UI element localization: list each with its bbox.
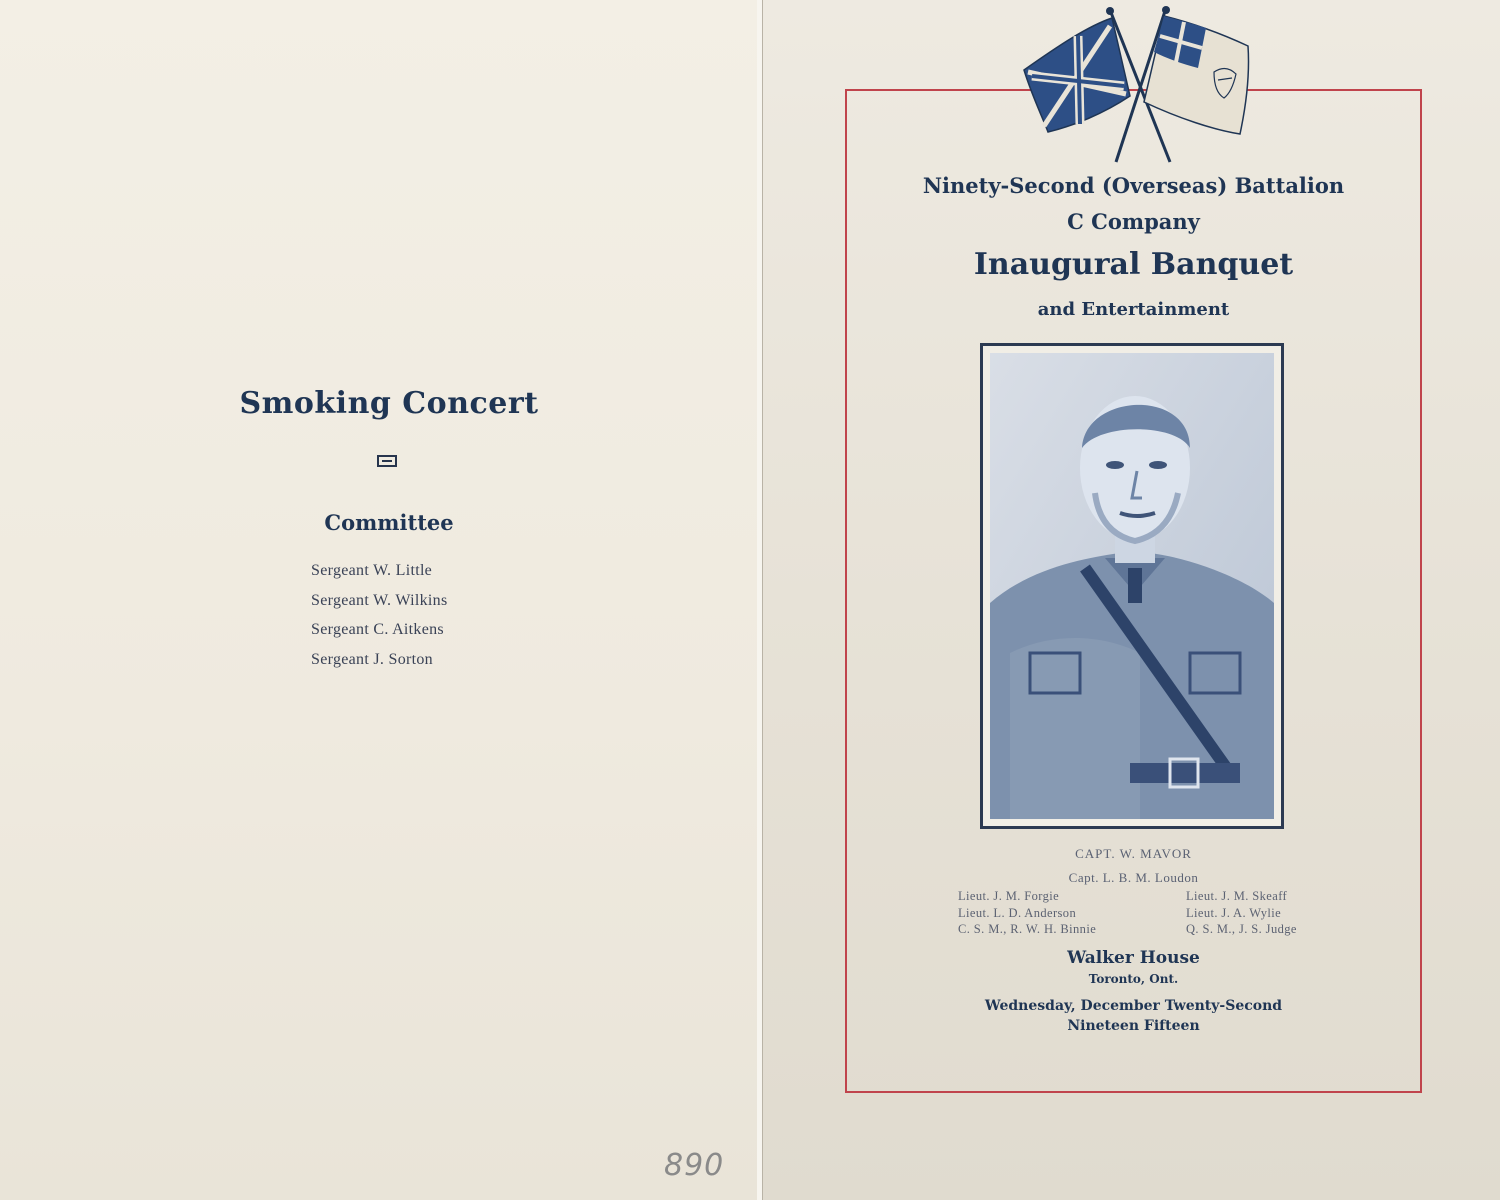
officer-list-left: [958, 888, 1096, 938]
committee-heading: Committee: [324, 510, 454, 535]
captain-name: CAPT. W. MAVOR: [1075, 846, 1192, 861]
committee-member: Sergeant C. Aitkens: [311, 621, 444, 638]
officer-name: Lieut. L. D. Anderson: [958, 905, 1077, 920]
smoking-concert-title: Smoking Concert: [239, 386, 539, 421]
event-year: Nineteen Fifteen: [1067, 1018, 1200, 1034]
officer-list-right: [1186, 888, 1297, 938]
pencil-inventory-number: 890: [664, 1148, 725, 1183]
venue-city: Toronto, Ont.: [1088, 972, 1179, 986]
portrait-frame: [980, 343, 1284, 829]
officer-name: Lieut. J. M. Forgie: [958, 889, 1060, 903]
officer-name: C. S. M., R. W. H. Binnie: [958, 922, 1097, 936]
committee-member: Sergeant W. Wilkins: [311, 591, 448, 609]
rectangle-ornament-icon: [377, 455, 397, 467]
officer-name: Lieut. J. M. Skeaff: [1186, 889, 1288, 903]
event-subtitle: and Entertainment: [1037, 299, 1230, 320]
officer-portrait-photo: [990, 353, 1274, 819]
event-title: Inaugural Banquet: [973, 247, 1294, 282]
committee-member: Sergeant J. Sorton: [311, 650, 433, 668]
venue-name: Walker House: [1067, 948, 1200, 968]
committee-list: [311, 556, 447, 674]
officer-name: Lieut. J. A. Wylie: [1186, 905, 1282, 920]
event-date: Wednesday, December Twenty-Second: [984, 998, 1283, 1014]
battalion-heading: Ninety-Second (Overseas) Battalion: [922, 173, 1345, 198]
second-officer-name: Capt. L. B. M. Loudon: [1068, 870, 1199, 885]
committee-member: Sergeant W. Little: [311, 562, 433, 579]
officer-name: Q. S. M., J. S. Judge: [1186, 922, 1297, 936]
crossed-flags-icon: [1018, 6, 1254, 164]
company-heading: C Company: [1067, 209, 1200, 234]
